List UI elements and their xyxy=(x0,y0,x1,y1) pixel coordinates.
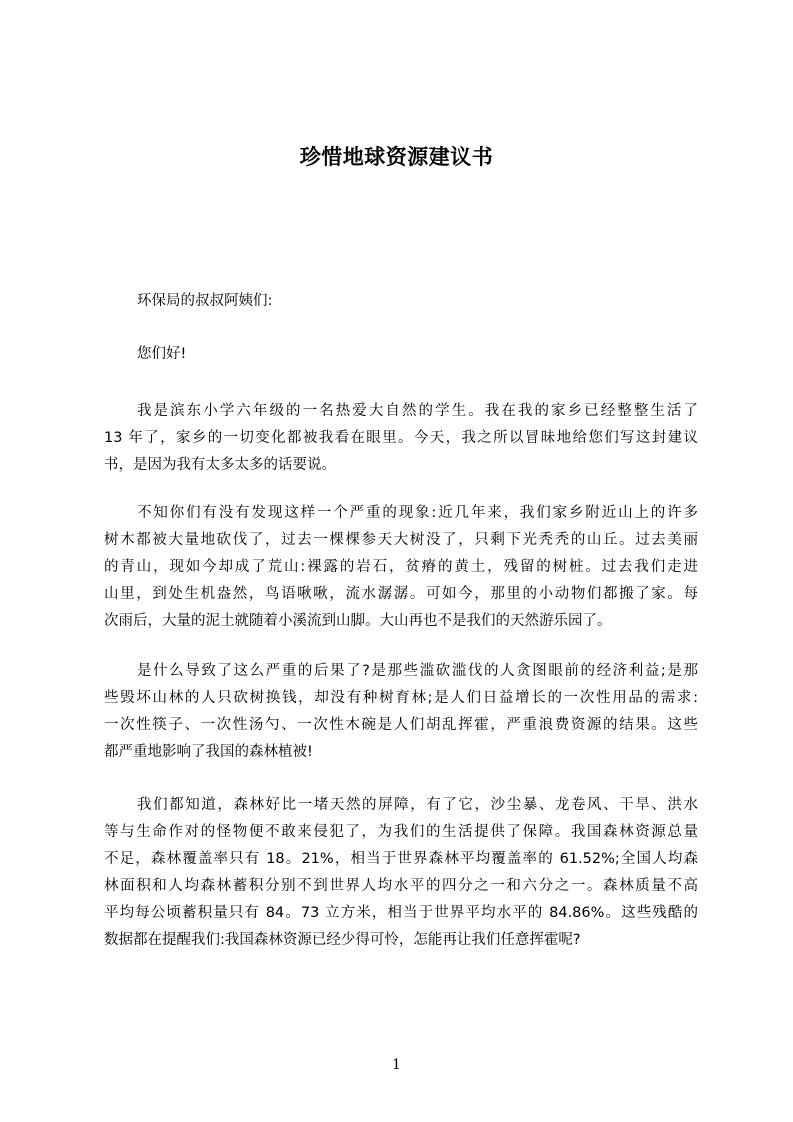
greeting: 您们好! xyxy=(137,346,187,362)
paragraph-line: 等与生命作对的怪物便不敢来侵犯了，为我们的生活提供了保障。我国森林资源总量 xyxy=(104,824,698,840)
paragraph-2 xyxy=(104,500,698,635)
paragraph-4 xyxy=(104,792,698,954)
paragraph-line: 不足，森林覆盖率只有 18。21%，相当于世界森林平均覆盖率的 61.52%;全国人均森 xyxy=(104,851,698,867)
paragraph-3 xyxy=(104,658,698,766)
paragraph-line: 林面积和人均森林蓄积分别不到世界人均水平的四分之一和六分之一。森林质量不高 xyxy=(104,878,698,894)
paragraph-line: 数据都在提醒我们:我国森林资源已经少得可怜，怎能再让我们任意挥霍呢? xyxy=(104,932,581,948)
paragraph-1 xyxy=(104,398,698,479)
paragraph-line: 13 年了，家乡的一切变化都被我看在眼里。今天，我之所以冒昧地给您们写这封建议 xyxy=(104,430,698,446)
paragraph-line: 我是滨东小学六年级的一名热爱大自然的学生。我在我的家乡已经整整生活了 xyxy=(137,403,698,419)
paragraph-line: 些毁坏山林的人只砍树换钱，却没有种树育林;是人们日益增长的一次性用品的需求: xyxy=(104,690,698,706)
paragraph-line: 我们都知道，森林好比一堵天然的屏障，有了它，沙尘暴、龙卷风、干旱、洪水 xyxy=(137,797,698,813)
paragraph-line: 的青山，现如今却成了荒山:裸露的岩石，贫瘠的黄土，残留的树桩。过去我们走进 xyxy=(104,559,698,575)
paragraph-line: 次雨后，大量的泥土就随着小溪流到山脚。大山再也不是我们的天然游乐园了。 xyxy=(104,613,612,629)
paragraph-line: 书，是因为我有太多太多的话要说。 xyxy=(104,457,336,473)
page-number: 1 xyxy=(392,1057,401,1073)
paragraph-line: 不知你们有没有发现这样一个严重的现象:近几年来，我们家乡附近山上的许多 xyxy=(137,505,698,521)
paragraph-line: 平均每公顷蓄积量只有 84。73 立方米，相当于世界平均水平的 84.86%。这些残酷的 xyxy=(104,905,698,921)
paragraph-line: 山里，到处生机盎然，鸟语啾啾，流水潺潺。可如今，那里的小动物们都搬了家。每 xyxy=(104,586,698,602)
paragraph-line: 都严重地影响了我国的森林植被! xyxy=(104,744,313,760)
paragraph-line: 树木都被大量地砍伐了，过去一棵棵参天大树没了，只剩下光秃秃的山丘。过去美丽 xyxy=(104,532,698,548)
document-title: 珍惜地球资源建议书 xyxy=(299,145,494,169)
salutation: 环保局的叔叔阿姨们: xyxy=(137,293,273,309)
paragraph-line: 一次性筷子、一次性汤勺、一次性木碗是人们胡乱挥霍，严重浪费资源的结果。这些 xyxy=(104,717,698,733)
paragraph-line: 是什么导致了这么严重的后果了?是那些滥砍滥伐的人贪图眼前的经济利益;是那 xyxy=(137,663,698,679)
